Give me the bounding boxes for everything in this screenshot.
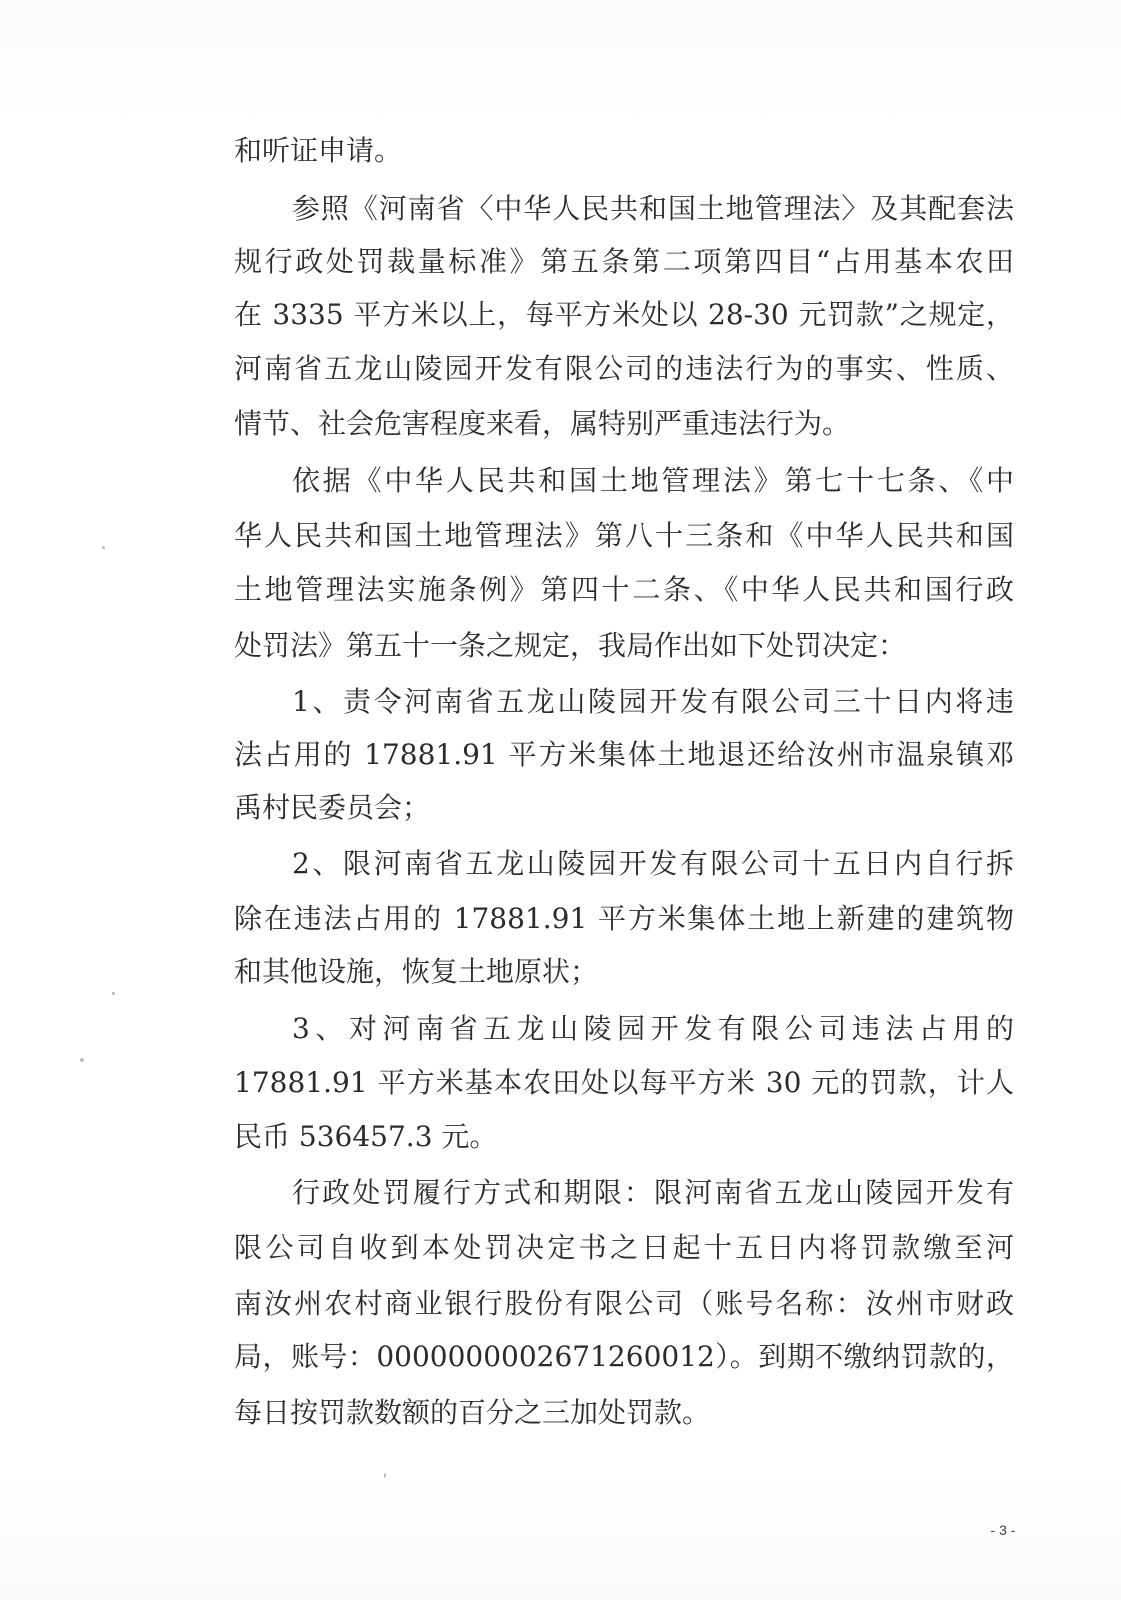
scan-speck bbox=[384, 1473, 386, 1478]
text-line-14: 2、限河南省五龙山陵园开发有限公司十五日内自行拆 bbox=[292, 847, 1014, 880]
text-line-9: 土地管理法实施条例》第四十二条、《中华人民共和国行政 bbox=[234, 573, 1014, 606]
scan-speck bbox=[102, 546, 105, 549]
text-line-10: 处罚法》第五十一条之规定，我局作出如下处罚决定： bbox=[234, 629, 907, 662]
text-line-19: 民币 536457.3 元。 bbox=[234, 1120, 498, 1153]
text-line-11: 1、责令河南省五龙山陵园开发有限公司三十日内将违 bbox=[292, 685, 1014, 718]
text-line-1: 和听证申请。 bbox=[234, 134, 403, 167]
text-line-16: 和其他设施，恢复土地原状； bbox=[234, 955, 599, 988]
text-line-2: 参照《河南省〈中华人民共和国土地管理法〉及其配套法 bbox=[292, 192, 1014, 225]
scan-speck bbox=[80, 1058, 84, 1062]
scan-speck bbox=[112, 992, 115, 995]
text-line-13: 禹村民委员会； bbox=[234, 791, 431, 824]
text-line-15: 除在违法占用的 17881.91 平方米集体土地上新建的建筑物 bbox=[234, 902, 1014, 935]
text-line-21: 限公司自收到本处罚决定书之日起十五日内将罚款缴至河 bbox=[234, 1231, 1014, 1264]
text-line-12: 法占用的 17881.91 平方米集体土地退还给汝州市温泉镇邓 bbox=[234, 738, 1014, 771]
text-line-23: 局，账号：000000000267126001​2）。到期不缴纳罚款的， bbox=[234, 1340, 1014, 1373]
text-line-8: 华人民共和国土地管理法》第八十三条和《中华人民共和国 bbox=[234, 519, 1014, 552]
text-line-4: 在 3335 平方米以上，每平方米处以 28-30 元罚款”之规定， bbox=[234, 298, 1014, 331]
text-line-20: 行政处罚履行方式和期限：限河南省五龙山陵园开发有 bbox=[292, 1176, 1014, 1209]
text-line-18: 17881.91 平方米基本农田处以每平方米 30 元的罚款，计人 bbox=[234, 1066, 1014, 1099]
text-line-7: 依据《中华人民共和国土地管理法》第七十七条、《中 bbox=[292, 464, 1014, 497]
text-line-3: 规行政处罚裁量标准》第五条第二项第四目“占用基本农田 bbox=[234, 245, 1014, 278]
text-line-17: 3、对河南省五龙山陵园开发有限公司违法占用的 bbox=[292, 1012, 1014, 1045]
text-line-5: 河南省五龙山陵园开发有限公司的违法行为的事实、性质、 bbox=[234, 352, 1014, 385]
text-line-24: 每日按罚款数额的百分之三加处罚款。 bbox=[234, 1396, 711, 1429]
text-line-22: 南汝州农村商业银行股份有限公司（账号名称：汝州市财政 bbox=[234, 1287, 1014, 1320]
text-line-6: 情节、社会危害程度来看，属特别严重违法行为。 bbox=[234, 407, 851, 440]
page-number: - 3 - bbox=[990, 1522, 1016, 1538]
